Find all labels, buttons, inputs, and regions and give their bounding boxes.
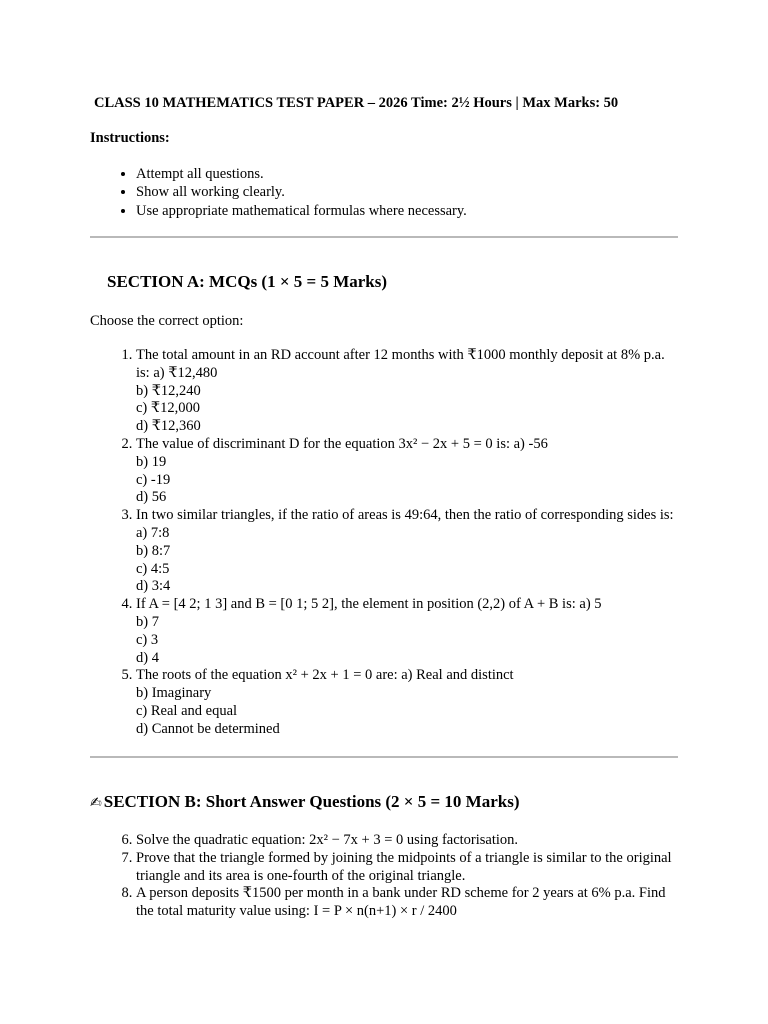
mcq-option: d) Cannot be determined (136, 720, 280, 737)
instruction-item: • Use appropriate mathematical formulas where necessary. (136, 202, 467, 220)
instructions-list (90, 165, 467, 220)
mcq-option: d) 3:4 (136, 578, 171, 595)
mcq-option: d) 56 (136, 489, 167, 506)
question-text: If A = [4 2; 1 3] and B = [0 1; 5 2], the element in position (2,2) of A + B is: a) 5 (136, 596, 602, 613)
mcq-option: c) 3 (136, 631, 159, 648)
section-divider (90, 236, 678, 238)
mcq-option: b) ₹12,240 (136, 382, 201, 399)
section-b-questions (90, 832, 678, 921)
question-text: The value of discriminant D for the equation 3x² − 2x + 5 = 0 is: a) -56 (136, 435, 548, 452)
section-a-heading: SECTION A: MCQs (1 × 5 = 5 Marks) (107, 272, 388, 291)
question-text: The total amount in an RD account after 12 months with ₹1000 monthly deposit at 8% p.a. is: a) ₹12,480 (136, 347, 665, 381)
instructions-heading: Instructions: (90, 130, 170, 146)
section-a-questions (90, 347, 678, 739)
mcq-question (136, 347, 678, 436)
mcq-question (136, 596, 678, 667)
mcq-option: b) 7 (136, 613, 159, 630)
mcq-option: d) 4 (136, 649, 159, 666)
page-title: CLASS 10 MATHEMATICS TEST PAPER – 2026 Time: 2½ Hours | Max Marks: 50 (94, 95, 619, 111)
section-divider (90, 756, 678, 758)
mcq-option: c) ₹12,000 (136, 400, 200, 417)
mcq-option: b) Imaginary (136, 685, 212, 702)
mcq-question (136, 436, 678, 507)
mcq-option: c) -19 (136, 471, 171, 488)
instruction-item: • Attempt all questions. (136, 165, 467, 183)
short-answer-question: 6. Solve the quadratic equation: 2x² − 7x + 3 = 0 using factorisation. (136, 832, 678, 850)
mcq-question (136, 507, 678, 596)
short-answer-question: 8. A person deposits ₹1500 per month in a bank under RD scheme for 2 years at 6% p.a. Find the total maturity value using: I = P × n(n+1) × r / 2400 (136, 885, 678, 921)
mcq-option: c) 4:5 (136, 560, 170, 577)
section-a-prompt: Choose the correct option: (90, 313, 244, 329)
short-answer-question: 7. Prove that the triangle formed by joining the midpoints of a triangle is similar to the original triangle and its area is one-fourth of the original triangle. (136, 850, 678, 886)
mcq-option: b) 8:7 (136, 542, 171, 559)
question-text: In two similar triangles, if the ratio of areas is 49:64, then the ratio of corresponding sides is: a) 7:8 (136, 507, 674, 541)
mcq-option: d) ₹12,360 (136, 418, 201, 435)
mcq-question (136, 667, 678, 738)
section-b-heading-row (90, 793, 520, 812)
instruction-item: • Show all working clearly. (136, 183, 467, 201)
mcq-option: c) Real and equal (136, 702, 238, 719)
question-text: The roots of the equation x² + 2x + 1 = 0 are: a) Real and distinct (136, 667, 514, 684)
section-b-heading: SECTION B: Short Answer Questions (2 × 5 = 10 Marks) (103, 792, 520, 811)
writing-hand-icon: ✍ (90, 795, 102, 811)
mcq-option: b) 19 (136, 453, 167, 470)
